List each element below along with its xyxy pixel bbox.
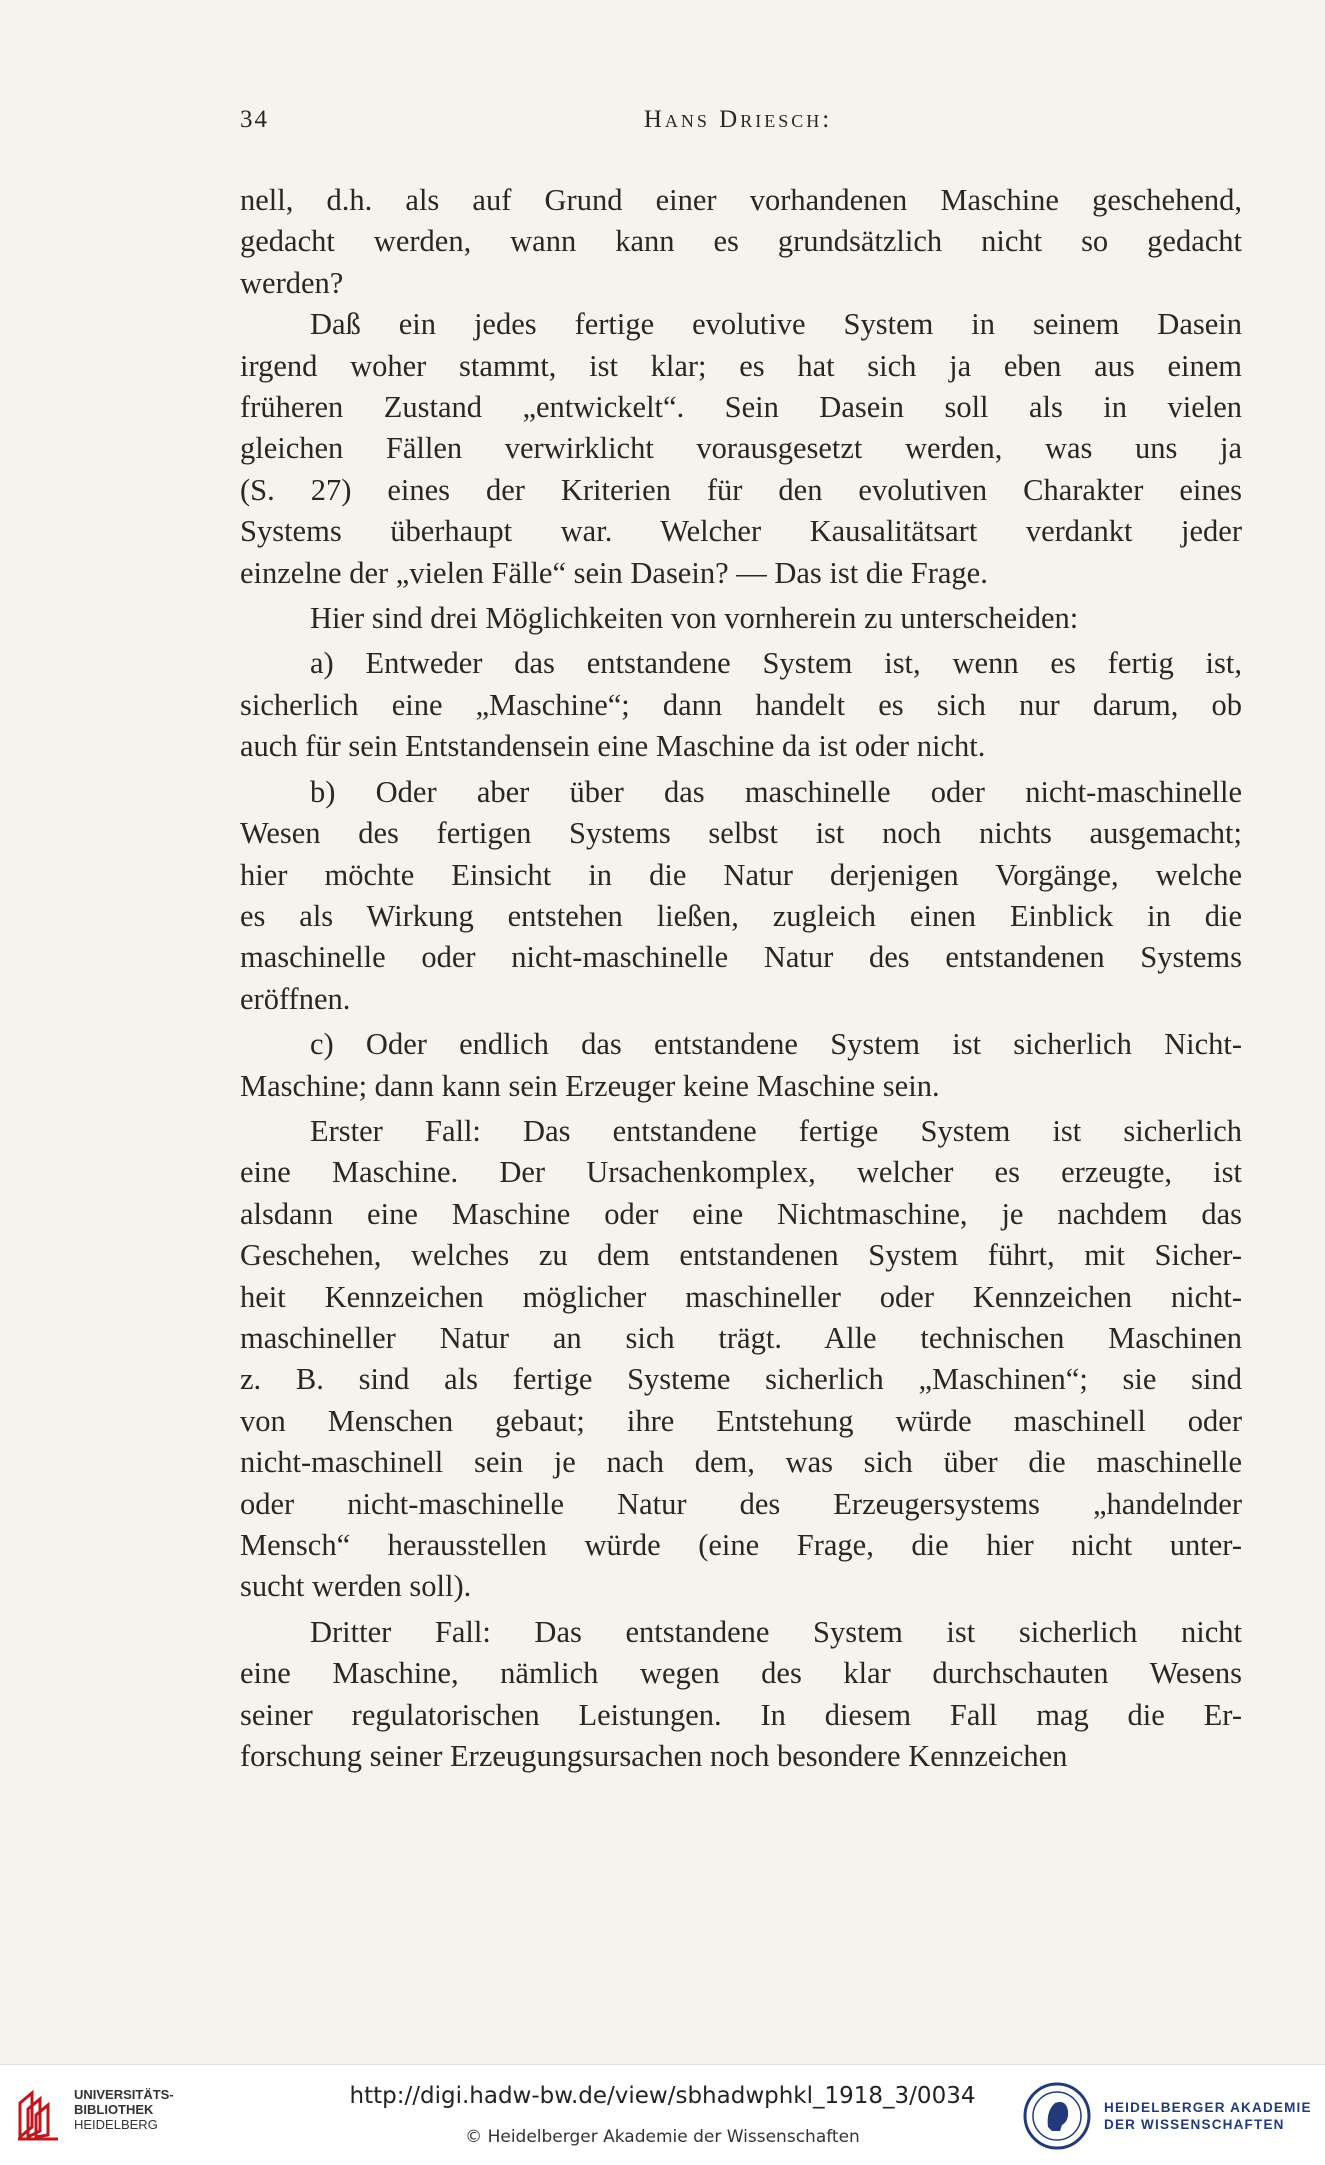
text-line: früheren Zustand „entwickelt“. Sein Dasein soll als in vielen <box>240 390 1242 425</box>
text-line: Dritter Fall: Das entstandene System ist sicherlich nicht <box>310 1614 1242 1649</box>
text-line: Geschehen, welches zu dem entstandenen System führt, mit Sicher- <box>240 1238 1242 1273</box>
permalink-url[interactable]: http://digi.hadw-bw.de/view/sbhadwphkl_1918_3/0034 <box>349 2083 976 2109</box>
paragraph <box>240 1612 1242 1778</box>
text-line: sicherlich eine „Maschine“; dann handelt es sich nur darum, ob <box>240 687 1242 722</box>
text-line: Hier sind drei Möglichkeiten von vornherein zu unterscheiden: <box>310 601 1079 636</box>
paragraph <box>240 1111 1242 1608</box>
text-line: hier möchte Einsicht in die Natur derjenigen Vorgänge, welche <box>240 857 1242 892</box>
paragraph <box>240 772 1242 1020</box>
text-line: maschineller Natur an sich trägt. Alle technischen Maschinen <box>240 1320 1242 1355</box>
text-line: nicht-maschinell sein je nach dem, was sich über die maschinelle <box>240 1445 1242 1480</box>
text-line: forschung seiner Erzeugungsursachen noch besondere Kennzeichen <box>240 1739 1068 1774</box>
text-line: einzelne der „vielen Fälle“ sein Dasein? — Das ist die Frage. <box>240 555 988 590</box>
text-line: eine Maschine. Der Ursachenkomplex, welcher es erzeugte, ist <box>240 1155 1242 1190</box>
paragraph <box>240 1024 1242 1107</box>
footer-bar <box>0 2064 1325 2165</box>
paragraph <box>240 643 1242 767</box>
academy-seal-icon <box>1022 2081 1092 2151</box>
text-line: eröffnen. <box>240 981 351 1016</box>
library-name-line-1: UNIVERSITÄTS- <box>74 2087 174 2102</box>
text-line: seiner regulatorischen Leistungen. In diesem Fall mag die Er- <box>240 1697 1242 1732</box>
text-line: c) Oder endlich das entstandene System ist sicherlich Nicht- <box>310 1027 1242 1062</box>
text-line: maschinelle oder nicht-maschinelle Natur des entstandenen Systems <box>240 940 1242 975</box>
text-line: irgend woher stammt, ist klar; es hat sich ja eben aus einem <box>240 348 1242 383</box>
text-line: Daß ein jedes fertige evolutive System in seinem Dasein <box>310 307 1242 342</box>
copyright-notice: © Heidelberger Akademie der Wissenschaften <box>465 2127 860 2147</box>
text-line: Wesen des fertigen Systems selbst ist noch nichts ausgemacht; <box>240 816 1242 851</box>
text-line: z. B. sind als fertige Systeme sicherlich „Maschinen“; sie sind <box>240 1362 1242 1397</box>
library-name-line-2: BIBLIOTHEK <box>74 2102 154 2117</box>
text-line: gedacht werden, wann kann es grundsätzlich nicht so gedacht <box>240 224 1242 259</box>
text-line: oder nicht-maschinelle Natur des Erzeugersystems „handelnder <box>240 1486 1242 1521</box>
text-line: sucht werden soll). <box>240 1569 472 1604</box>
text-line: es als Wirkung entstehen ließen, zugleich einen Einblick in die <box>240 898 1242 933</box>
paragraph <box>240 304 1242 594</box>
text-line: Mensch“ herausstellen würde (eine Frage, die hier nicht unter- <box>240 1528 1242 1562</box>
text-line: alsdann eine Maschine oder eine Nichtmaschine, je nachdem das <box>240 1196 1242 1231</box>
library-name-line-3: HEIDELBERG <box>74 2117 158 2132</box>
text-line: heit Kennzeichen möglicher maschineller oder Kennzeichen nicht- <box>240 1279 1242 1314</box>
text-line: b) Oder aber über das maschinelle oder nicht-maschinelle <box>310 774 1242 809</box>
academy-name-line-2: DER WISSENSCHAFTEN <box>1104 2117 1285 2132</box>
text-line: Maschine; dann kann sein Erzeuger keine Maschine sein. <box>240 1068 940 1103</box>
paragraph <box>240 598 1242 639</box>
running-title: Hans Driesch: <box>643 106 833 133</box>
text-line: auch für sein Entstandensein eine Maschine da ist oder nicht. <box>240 729 986 764</box>
text-line: nell, d.h. als auf Grund einer vorhandenen Maschine geschehend, <box>240 183 1242 217</box>
text-line: a) Entweder das entstandene System ist, wenn es fertig ist, <box>310 646 1242 681</box>
text-line: werden? <box>240 265 344 300</box>
body-text <box>240 180 1242 1777</box>
text-line: von Menschen gebaut; ihre Entstehung würde maschinell oder <box>240 1403 1242 1438</box>
text-line: Systems überhaupt war. Welcher Kausalitätsart verdankt jeder <box>240 514 1242 549</box>
text-line: eine Maschine, nämlich wegen des klar durchschauten Wesens <box>240 1656 1242 1691</box>
paragraph <box>240 180 1242 304</box>
page-number: 34 <box>240 106 269 133</box>
text-line: gleichen Fällen verwirklicht vorausgesetzt werden, was uns ja <box>240 431 1242 466</box>
academy-name-line-1: HEIDELBERGER AKADEMIE <box>1104 2100 1312 2115</box>
academy-name <box>1104 2099 1312 2133</box>
text-line: (S. 27) eines der Kriterien für den evolutiven Charakter eines <box>240 472 1242 507</box>
text-line: Erster Fall: Das entstandene fertige System ist sicherlich <box>310 1113 1242 1148</box>
running-header <box>240 106 1236 142</box>
